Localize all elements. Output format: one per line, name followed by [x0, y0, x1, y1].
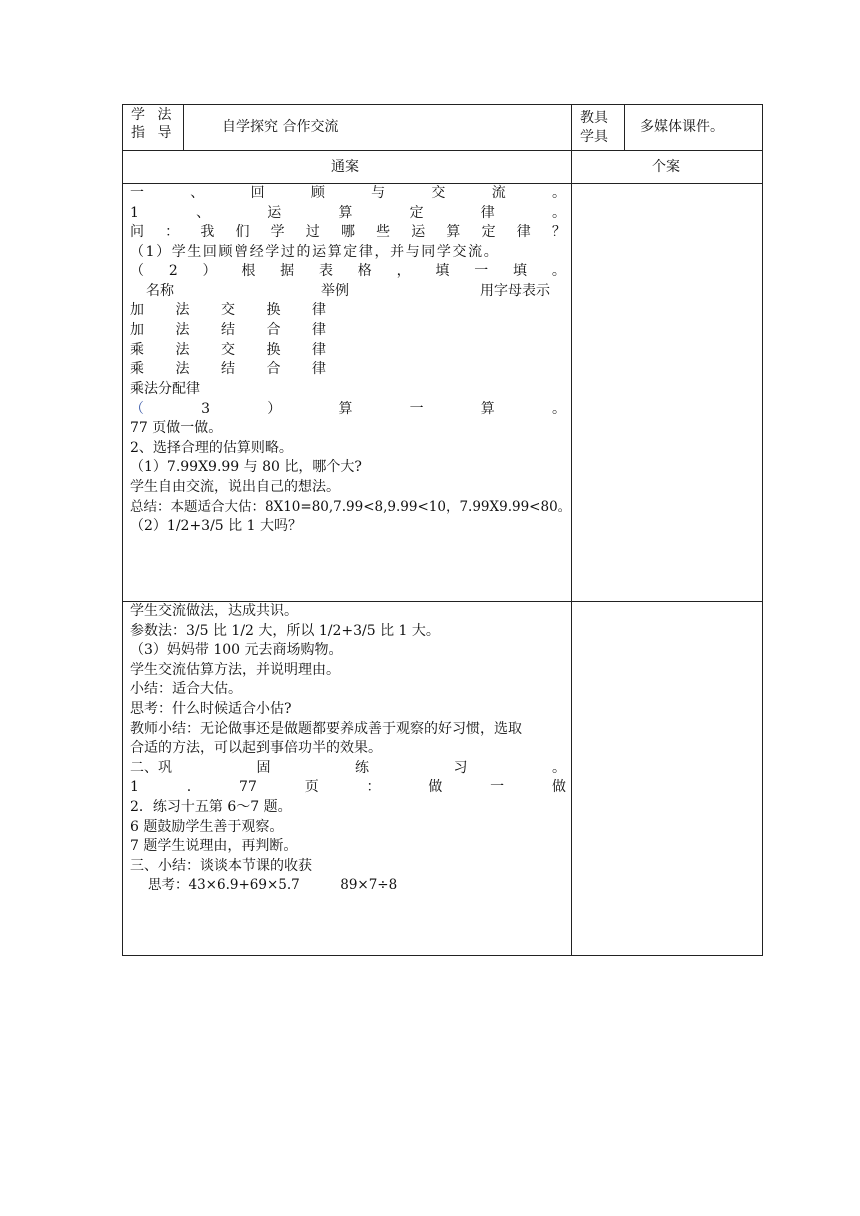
law-char: 律 — [312, 361, 326, 377]
step3-char: （ — [130, 401, 144, 417]
heading-char: 一 — [130, 185, 144, 201]
heading-char: 。 — [551, 185, 566, 201]
law-char: 结 — [221, 361, 235, 377]
s2-line6: 思考：什么时候适合小估? — [130, 701, 292, 717]
s2-line3: （3）妈妈带 100 元去商场购物。 — [130, 642, 343, 658]
heading2-part: 练 — [355, 760, 369, 776]
exercise4: 7 题学生说理由，再判断。 — [130, 838, 298, 854]
exercise1-part: 做 — [428, 779, 443, 795]
heading-char: 回 — [250, 185, 265, 201]
table-border-bottom — [122, 955, 763, 956]
s2-line4: 学生交流估算方法，并说明理由。 — [130, 662, 340, 678]
exercise1-part: ： — [366, 779, 381, 795]
s2-line2: 参数法：3/5 比 1/2 大，所以 1/2+3/5 比 1 大。 — [130, 623, 440, 639]
exercise3: 6 题鼓励学生善于观察。 — [130, 819, 284, 835]
tools-value: 多媒体课件。 — [640, 119, 724, 135]
item1-char: 算 — [338, 205, 353, 221]
question-char: 们 — [235, 224, 250, 240]
heading2-part: 。 — [552, 760, 566, 776]
question2: （2）1/2+3/5 比 1 大吗？ — [130, 518, 302, 534]
heading-char: 、 — [190, 185, 205, 201]
step3-char: 。 — [551, 401, 566, 417]
item1-char: 定 — [409, 205, 424, 221]
law-char: 加 — [130, 322, 144, 338]
law-row — [130, 341, 326, 361]
step1-text: （1）学生回顾曾经学过的运算定律，并与同学交流。 — [130, 244, 500, 260]
step3-char: 3 — [201, 401, 211, 417]
question-char: 哪 — [340, 224, 355, 240]
law-row — [130, 360, 326, 380]
law-char: 法 — [175, 302, 190, 318]
question-char: 我 — [200, 224, 215, 240]
table-border-top — [122, 104, 763, 105]
teacher-summary-line2: 合适的方法，可以起到事倍功半的效果。 — [130, 740, 382, 756]
question-char: 些 — [376, 224, 391, 240]
step3-line — [130, 400, 566, 420]
heading-char: 流 — [491, 185, 506, 201]
law-char: 乘 — [130, 342, 144, 358]
method-label-line1: 学 法 — [131, 107, 176, 123]
law-char: 合 — [266, 322, 281, 338]
heading2-part: 习 — [453, 760, 468, 776]
section1-heading — [130, 184, 566, 204]
s2-line5: 小结：适合大估。 — [130, 681, 242, 697]
law-char: 加 — [130, 302, 144, 318]
law-char: 法 — [175, 342, 190, 358]
item2-heading: 2、选择合理的估算则略。 — [130, 440, 293, 456]
table-header-name: 名称 — [146, 283, 174, 299]
page-ref: 77 页做一做。 — [130, 420, 223, 436]
law-char: 交 — [221, 342, 235, 358]
law-char: 法 — [175, 361, 190, 377]
step3-char: ） — [267, 401, 282, 417]
table-divider-tools — [624, 104, 625, 151]
law-char: 律 — [312, 322, 326, 338]
law-char: 法 — [175, 322, 190, 338]
exercise1-part: 77 — [239, 779, 257, 795]
teacher-summary-line1: 教师小结：无论做事还是做题都要养成善于观察的好习惯，选取 — [130, 721, 522, 737]
step2-char: 填 — [435, 263, 450, 279]
law-row — [130, 321, 326, 341]
s2-line1: 学生交流做法，达成共识。 — [130, 603, 298, 619]
heading-char: 交 — [431, 185, 446, 201]
table-divider-method — [183, 104, 184, 151]
step2-char: 表 — [318, 263, 333, 279]
law-row — [130, 301, 326, 321]
law-char: 结 — [221, 322, 235, 338]
exercise1-part: 一 — [490, 779, 505, 795]
law-char: 乘 — [130, 361, 144, 377]
step3-char: 一 — [409, 401, 424, 417]
law-char: 换 — [266, 342, 281, 358]
heading2-part: 固 — [256, 760, 271, 776]
exercise1-line — [130, 778, 566, 798]
step2-char: ） — [202, 263, 217, 279]
question-char: 律 — [516, 224, 531, 240]
step2-char: 据 — [280, 263, 295, 279]
exercise1-part: . — [186, 779, 192, 795]
step3-char: 算 — [338, 401, 353, 417]
step2-char: 2 — [168, 263, 178, 279]
step2-char: 填 — [513, 263, 528, 279]
heading-char: 与 — [371, 185, 386, 201]
question-char: 问 — [130, 224, 144, 240]
question-char: ： — [165, 224, 180, 240]
section3-heading: 三、小结：谈谈本节课的收获 — [130, 858, 312, 874]
table-header-letters: 用字母表示 — [480, 283, 550, 299]
step2-char: （ — [130, 263, 144, 279]
question-char: 学 — [270, 224, 285, 240]
tools-label-line2: 学具 — [580, 129, 608, 145]
step2-char: 一 — [474, 263, 489, 279]
summary-text: 总结：本题适合大估：8X10=80,7.99<8,9.99<10，7.99X9.99<80。 — [130, 499, 572, 515]
question-char: 算 — [446, 224, 461, 240]
method-label-line2: 指 导 — [131, 125, 176, 141]
law5-text: 乘法分配律 — [130, 381, 200, 397]
exercise1-part: 1 — [130, 779, 139, 795]
question-char: 定 — [481, 224, 496, 240]
law-char: 交 — [221, 302, 235, 318]
step2-char: 格 — [357, 263, 372, 279]
think-line: 思考：43×6.9+69×5.7 89×7÷8 — [148, 877, 398, 893]
question-char: 运 — [411, 224, 426, 240]
heading2-part: 二、巩 — [130, 760, 172, 776]
method-value: 自学探究 合作交流 — [222, 119, 339, 135]
table-border-right — [762, 104, 763, 956]
tools-label-line1: 教具 — [580, 110, 608, 126]
item1-char: 运 — [267, 205, 282, 221]
item1-char: 1 — [130, 205, 139, 221]
table-header-example: 举例 — [321, 283, 349, 299]
item1-char: 律 — [480, 205, 495, 221]
exercise2: 2．练习十五第 6～7 题。 — [130, 799, 292, 815]
law-char: 律 — [312, 302, 326, 318]
law-char: 律 — [312, 342, 326, 358]
exercise1-part: 页 — [304, 779, 319, 795]
heading-char: 顾 — [310, 185, 325, 201]
question-line — [130, 223, 566, 243]
item1-char: 、 — [196, 205, 211, 221]
exercise1-part: 做 — [552, 779, 566, 795]
item1-char: 。 — [551, 205, 566, 221]
individual-plan-header: 个案 — [652, 159, 680, 175]
law-char: 换 — [266, 302, 281, 318]
step2-char: ， — [396, 263, 411, 279]
section2-heading — [130, 759, 566, 779]
common-plan-header: 通案 — [331, 159, 359, 175]
question-char: 过 — [305, 224, 320, 240]
question1: （1）7.99X9.99 与 80 比，哪个大? — [130, 459, 362, 475]
student-discussion: 学生自由交流，说出自己的想法。 — [130, 479, 340, 495]
step2-char: 根 — [241, 263, 256, 279]
table-border-left — [122, 104, 123, 956]
law-char: 合 — [266, 361, 281, 377]
step2-char: 。 — [551, 263, 566, 279]
table-border-row1 — [122, 150, 763, 151]
step2-line — [130, 262, 566, 282]
table-divider-main — [571, 104, 572, 956]
step3-char: 算 — [480, 401, 495, 417]
item1-heading — [130, 204, 566, 224]
question-char: ？ — [551, 224, 566, 240]
